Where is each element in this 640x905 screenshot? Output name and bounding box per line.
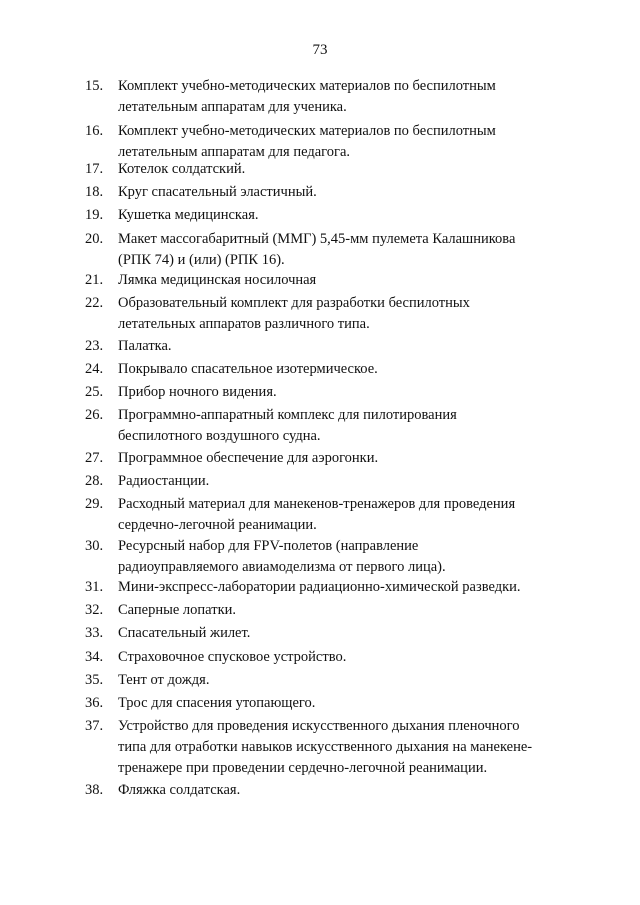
list-item: [85, 382, 565, 403]
list-item-number: 24.: [85, 361, 104, 377]
list-item-text: Тент от дождя.: [118, 672, 210, 688]
list-item-number: 17.: [85, 161, 104, 177]
list-item-text: Трос для спасения утопающего.: [118, 695, 316, 711]
list-item: [85, 448, 565, 469]
list-item: [85, 693, 565, 714]
list-item: [85, 405, 565, 447]
list-item: [85, 270, 565, 291]
list-item: [85, 159, 565, 180]
list-item-number: 18.: [85, 184, 104, 200]
list-item: [85, 229, 565, 271]
list-item: [85, 716, 565, 779]
list-item-number: 33.: [85, 625, 104, 641]
list-item-number: 16.: [85, 123, 104, 139]
list-item-number: 21.: [85, 272, 104, 288]
list-item-number: 29.: [85, 496, 104, 512]
list-item: [85, 76, 565, 118]
list-item-number: 27.: [85, 450, 104, 466]
list-item-text: Спасательный жилет.: [118, 625, 251, 641]
list-item-number: 25.: [85, 384, 104, 400]
list-item-text: Радиостанции.: [118, 473, 210, 489]
list-item-number: 28.: [85, 473, 104, 489]
list-item-text: Мини-экспресс-лаборатории радиационно-химической разведки.: [118, 579, 521, 595]
list-item-number: 20.: [85, 231, 104, 247]
list-item: [85, 780, 565, 801]
list-item-text: Котелок солдатский.: [118, 161, 246, 177]
list-item-text: Палатка.: [118, 338, 172, 354]
list-item-text: Страховочное спусковое устройство.: [118, 649, 347, 665]
list-item-text: Комплект учебно-методических материалов по беспилотным летательным аппаратам для педагога.: [118, 123, 496, 160]
list-item: [85, 670, 565, 691]
list-item-text: Кушетка медицинская.: [118, 207, 259, 223]
list-item-number: 15.: [85, 78, 104, 94]
list-item-number: 22.: [85, 295, 104, 311]
list-item-text: Ресурсный набор для FPV-полетов (направление радиоуправляемого авиамоделизма от первого лица).: [118, 538, 446, 575]
list-item-number: 26.: [85, 407, 104, 423]
list-item: [85, 494, 565, 536]
list-item-text: Макет массогабаритный (ММГ) 5,45-мм пулемета Калашникова (РПК 74) и (или) (РПК 16).: [118, 231, 516, 268]
list-item-text: Лямка медицинская носилочная: [118, 272, 317, 288]
list-item-text: Расходный материал для манекенов-тренажеров для проведения сердечно-легочной реанимации.: [118, 496, 516, 533]
list-item-number: 23.: [85, 338, 104, 354]
list-item: [85, 205, 565, 226]
list-item-number: 38.: [85, 782, 104, 798]
page-number: 73: [312, 42, 328, 58]
list-item-text: Образовательный комплект для разработки беспилотных летательных аппаратов различного типа.: [118, 295, 470, 332]
list-item: [85, 600, 565, 621]
list-item-text: Прибор ночного видения.: [118, 384, 277, 400]
list-item-number: 30.: [85, 538, 104, 554]
list-item-number: 35.: [85, 672, 104, 688]
list-item-number: 32.: [85, 602, 104, 618]
list-item-text: Комплект учебно-методических материалов по беспилотным летательным аппаратам для ученика.: [118, 78, 496, 115]
list-item-number: 36.: [85, 695, 104, 711]
list-item: [85, 121, 565, 163]
list-item: [85, 536, 565, 578]
list-item: [85, 577, 565, 598]
list-item-number: 37.: [85, 718, 104, 734]
list-item-number: 19.: [85, 207, 104, 223]
list-item: [85, 336, 565, 357]
list-item-text: Покрывало спасательное изотермическое.: [118, 361, 378, 377]
list-item: [85, 182, 565, 203]
list-item-number: 31.: [85, 579, 104, 595]
list-item-text: Саперные лопатки.: [118, 602, 236, 618]
list-item: [85, 647, 565, 668]
list-item: [85, 293, 565, 335]
list-item-text: Круг спасательный эластичный.: [118, 184, 317, 200]
list-item: [85, 359, 565, 380]
list-item-text: Фляжка солдатская.: [118, 782, 241, 798]
list-item-text: Программно-аппаратный комплекс для пилотирования беспилотного воздушного судна.: [118, 407, 457, 444]
list-item: [85, 471, 565, 492]
list-item-number: 34.: [85, 649, 104, 665]
list-item-text: Программное обеспечение для аэрогонки.: [118, 450, 379, 466]
list-item-text: Устройство для проведения искусственного дыхания пленочного типа для отработки навыков искусственного дыхания на манекене- тренажере при проведении сердечно-легочной реанимации.: [118, 718, 533, 776]
list-item: [85, 623, 565, 644]
